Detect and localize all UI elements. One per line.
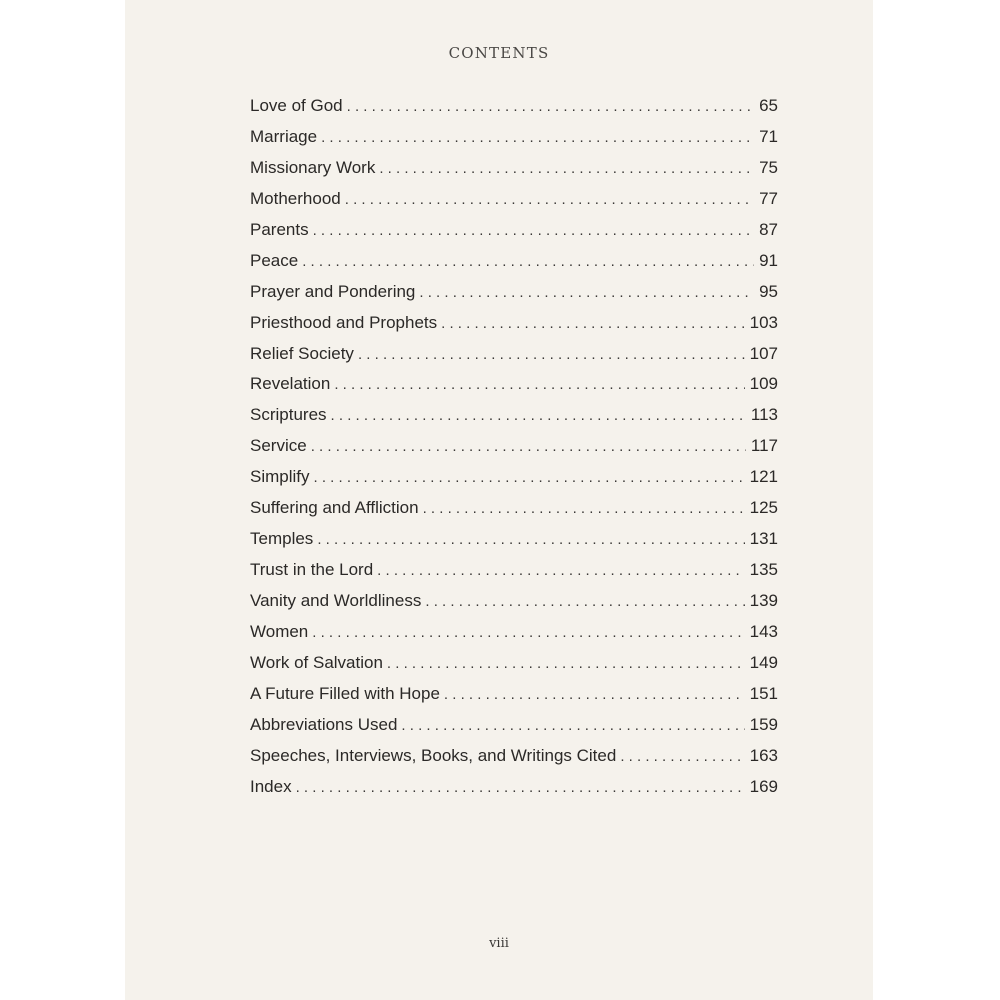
book-page bbox=[125, 0, 873, 1000]
toc-entry bbox=[250, 405, 778, 436]
toc-entry-label: Work of Salvation bbox=[250, 652, 383, 672]
toc-page-number: 139 bbox=[749, 591, 778, 610]
toc-page-number: 103 bbox=[749, 312, 778, 332]
dot-leader bbox=[444, 686, 745, 703]
toc-page-number: 149 bbox=[749, 652, 778, 672]
toc-entry-label: Prayer and Pondering bbox=[250, 281, 416, 301]
dot-leader bbox=[377, 562, 744, 579]
toc-page-number: 121 bbox=[749, 467, 778, 487]
toc-entry bbox=[250, 746, 778, 777]
toc-entry bbox=[250, 158, 778, 189]
toc-entry-label: Motherhood bbox=[250, 188, 341, 208]
toc-entry bbox=[250, 374, 778, 405]
toc-entry bbox=[250, 189, 778, 220]
dot-leader bbox=[347, 98, 754, 115]
page-folio: viii bbox=[489, 936, 509, 951]
toc-page-number: 117 bbox=[750, 436, 778, 456]
dot-leader bbox=[345, 191, 754, 208]
toc-entry-label: Marriage bbox=[250, 126, 318, 146]
toc-entry bbox=[250, 251, 778, 282]
dot-leader bbox=[419, 284, 754, 301]
dot-leader bbox=[331, 407, 746, 424]
dot-leader bbox=[379, 160, 754, 177]
toc-entry bbox=[250, 684, 778, 715]
toc-entry-label: Missionary Work bbox=[250, 157, 376, 177]
toc-entry-label: Revelation bbox=[250, 374, 331, 394]
toc-entry-label: Speeches, Interviews, Books, and Writings Cited bbox=[250, 745, 617, 765]
toc-entry bbox=[250, 344, 778, 375]
toc-page-number: 151 bbox=[749, 683, 778, 703]
toc-entry-label: Trust in the Lord bbox=[250, 560, 374, 580]
dot-leader bbox=[321, 129, 754, 146]
dot-leader bbox=[620, 748, 744, 765]
table-of-contents bbox=[250, 96, 778, 808]
dot-leader bbox=[317, 531, 744, 548]
toc-entry bbox=[250, 622, 778, 653]
toc-entry-label: Simplify bbox=[250, 467, 310, 487]
toc-entry-label: A Future Filled with Hope bbox=[250, 683, 440, 703]
toc-entry-label: Index bbox=[250, 776, 292, 796]
toc-entry-label: Priesthood and Prophets bbox=[250, 312, 438, 332]
toc-entry bbox=[250, 777, 778, 808]
toc-entry bbox=[250, 96, 778, 127]
dot-leader bbox=[302, 253, 754, 270]
toc-entry bbox=[250, 467, 778, 498]
toc-page-number: 131 bbox=[749, 529, 778, 549]
toc-page-number: 107 bbox=[749, 343, 778, 363]
toc-page-number: 71 bbox=[759, 126, 778, 146]
dot-leader bbox=[387, 655, 745, 672]
toc-entry bbox=[250, 715, 778, 746]
toc-page-number: 169 bbox=[749, 776, 778, 796]
toc-page-number: 87 bbox=[759, 219, 778, 239]
toc-page-number: 159 bbox=[749, 714, 778, 734]
toc-entry-label: Suffering and Affliction bbox=[250, 498, 419, 518]
toc-entry-label: Peace bbox=[250, 250, 299, 270]
toc-entry bbox=[250, 313, 778, 344]
toc-page-number: 65 bbox=[759, 96, 778, 115]
toc-entry-label: Love of God bbox=[250, 96, 343, 115]
toc-page-number: 113 bbox=[750, 405, 778, 425]
toc-page-number: 109 bbox=[749, 374, 778, 394]
dot-leader bbox=[425, 593, 744, 610]
toc-entry bbox=[250, 436, 778, 467]
dot-leader bbox=[314, 469, 745, 486]
toc-page-number: 77 bbox=[759, 188, 778, 208]
toc-page-number: 163 bbox=[749, 745, 778, 765]
dot-leader bbox=[401, 717, 744, 734]
toc-page-number: 135 bbox=[749, 560, 778, 580]
toc-entry bbox=[250, 282, 778, 313]
dot-leader bbox=[334, 376, 744, 393]
dot-leader bbox=[296, 779, 745, 796]
toc-page-number: 143 bbox=[749, 621, 778, 641]
toc-entry bbox=[250, 127, 778, 158]
toc-entry-label: Relief Society bbox=[250, 343, 354, 363]
dot-leader bbox=[423, 500, 745, 517]
dot-leader bbox=[441, 315, 745, 332]
toc-page-number: 91 bbox=[759, 250, 778, 270]
dot-leader bbox=[311, 438, 746, 455]
toc-page-number: 95 bbox=[759, 281, 778, 301]
toc-entry-label: Scriptures bbox=[250, 405, 327, 425]
toc-entry bbox=[250, 591, 778, 622]
toc-entry bbox=[250, 498, 778, 529]
dot-leader bbox=[313, 222, 754, 239]
toc-entry-label: Temples bbox=[250, 529, 314, 549]
contents-heading: CONTENTS bbox=[448, 44, 550, 62]
dot-leader bbox=[312, 624, 744, 641]
toc-entry-label: Vanity and Worldliness bbox=[250, 591, 422, 610]
toc-entry-label: Service bbox=[250, 436, 307, 456]
toc-entry bbox=[250, 560, 778, 591]
toc-entry-label: Abbreviations Used bbox=[250, 714, 398, 734]
toc-page-number: 75 bbox=[759, 157, 778, 177]
toc-entry bbox=[250, 220, 778, 251]
toc-entry bbox=[250, 653, 778, 684]
toc-entry-label: Parents bbox=[250, 219, 309, 239]
toc-entry-label: Women bbox=[250, 621, 309, 641]
dot-leader bbox=[358, 346, 745, 363]
toc-entry bbox=[250, 529, 778, 560]
toc-page-number: 125 bbox=[749, 498, 778, 518]
